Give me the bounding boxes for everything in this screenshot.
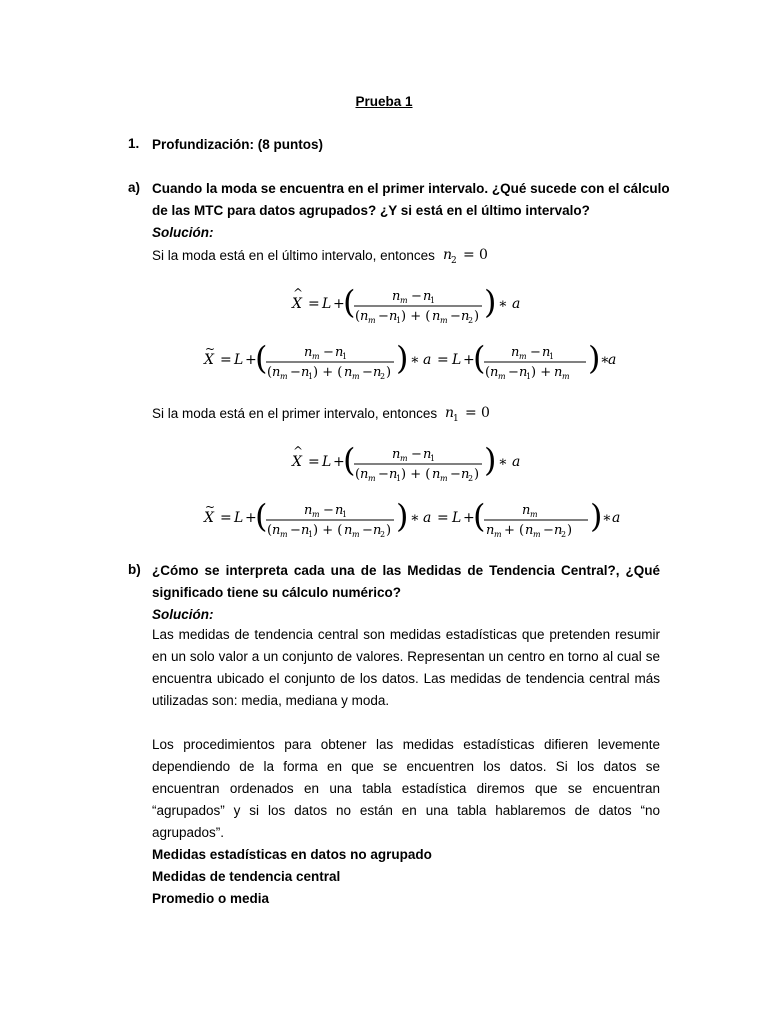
svg-text:(: (	[343, 283, 356, 321]
svg-text:^: ^	[293, 444, 304, 458]
svg-text:−: −	[508, 365, 519, 380]
svg-text:2: 2	[450, 256, 457, 264]
svg-text:2: 2	[468, 474, 474, 483]
svg-text:0: 0	[478, 247, 488, 263]
paragraph-2-text: Los procedimientos para obtener las medidas estadísticas difieren levemente dependiendo de la forma en que se encuentren los datos. Si los datos se encuentran ordenados en una tabla estadística diremos que se encuentran “agrupados” y si los datos no están en una tabla hablaremos de datos “no agrupados”.	[152, 737, 660, 840]
svg-text:1: 1	[308, 372, 314, 381]
question-b-solution-label: Solución:	[152, 607, 214, 622]
svg-text:m: m	[400, 296, 408, 305]
svg-text:−: −	[450, 467, 461, 482]
svg-text:n: n	[442, 247, 452, 263]
svg-text:n: n	[432, 309, 441, 324]
question-a-line2: de las MTC para datos agrupados? ¿Y si está en el último intervalo?	[152, 203, 590, 218]
svg-text:−: −	[290, 365, 301, 380]
svg-text:) + (: ) + (	[313, 523, 343, 538]
page-title: Prueba 1	[355, 94, 413, 109]
formula-n1-zero	[441, 404, 515, 422]
svg-text:+ (: + (	[504, 523, 525, 538]
svg-text:=: =	[437, 352, 449, 368]
svg-text:): )	[484, 283, 497, 321]
svg-text:n: n	[486, 523, 495, 538]
svg-text:1: 1	[549, 352, 555, 361]
svg-text:+: +	[463, 510, 475, 526]
svg-text:) + (: ) + (	[401, 309, 431, 324]
paragraph-1-text: Las medidas de tendencia central son medidas estadísticas que pretenden resumir en un solo valor a un conjunto de valores. Representan un centro en torno al cual se encuentra ubicado el conjunto de los datos. Las medidas de tendencia central más utilizadas son: media, mediana y moda.	[152, 627, 660, 708]
svg-text:n: n	[304, 503, 313, 518]
mode-formula-3	[284, 440, 534, 486]
svg-text:2: 2	[561, 530, 567, 539]
svg-text:L: L	[234, 352, 244, 368]
svg-text:): )	[386, 365, 392, 380]
svg-text:n: n	[389, 309, 398, 324]
svg-text:∗: ∗	[498, 296, 508, 312]
svg-text:m: m	[498, 372, 506, 381]
mode-formula-1	[284, 282, 534, 328]
heading-ungrouped-measures: Medidas estadísticas en datos no agrupado	[152, 847, 432, 862]
svg-text:): )	[474, 467, 480, 482]
question-a-marker: a)	[128, 180, 141, 195]
svg-text:(: (	[485, 365, 491, 380]
svg-text:2: 2	[380, 530, 386, 539]
svg-text:L: L	[452, 510, 462, 526]
svg-text:): )	[590, 497, 603, 535]
section-number: 1.	[128, 136, 140, 151]
svg-text:n: n	[301, 365, 310, 380]
svg-text:n: n	[335, 345, 344, 360]
svg-text:X: X	[204, 510, 214, 526]
svg-text:): )	[396, 339, 409, 377]
svg-text:+: +	[245, 510, 257, 526]
case-first-interval	[152, 404, 515, 423]
svg-text:m: m	[562, 372, 570, 381]
svg-text:∗: ∗	[498, 454, 508, 470]
svg-text:) + (: ) + (	[401, 467, 431, 482]
svg-text:): )	[386, 523, 392, 538]
svg-text:0: 0	[480, 405, 490, 421]
svg-text:n: n	[519, 365, 528, 380]
question-b-marker: b)	[128, 562, 141, 577]
svg-text:X: X	[204, 352, 214, 368]
svg-text:n: n	[392, 447, 401, 462]
svg-text:n: n	[554, 523, 563, 538]
svg-text:(: (	[343, 441, 356, 479]
svg-text:n: n	[525, 523, 534, 538]
svg-text:(: (	[473, 497, 486, 535]
svg-text:−: −	[543, 523, 554, 538]
question-a-line1: Cuando la moda se encuentra en el primer intervalo. ¿Qué sucede con el cálculo	[152, 181, 670, 196]
svg-text:∗: ∗	[410, 510, 420, 526]
svg-text:) +: ) +	[531, 365, 552, 380]
svg-text:(: (	[473, 339, 486, 377]
svg-text:~: ~	[205, 342, 216, 356]
svg-text:m: m	[400, 454, 408, 463]
svg-text:+: +	[333, 454, 345, 470]
svg-text:1: 1	[396, 316, 402, 325]
svg-text:+: +	[245, 352, 257, 368]
svg-text:n: n	[272, 523, 281, 538]
svg-text:n: n	[542, 345, 551, 360]
svg-text:n: n	[423, 289, 432, 304]
svg-text:m: m	[519, 352, 527, 361]
question-b-line2: significado tiene su cálculo numérico?	[152, 585, 402, 600]
svg-text:a: a	[608, 352, 616, 368]
svg-text:=: =	[308, 454, 320, 470]
svg-text:2: 2	[468, 316, 474, 325]
svg-text:(: (	[267, 365, 273, 380]
svg-text:n: n	[301, 523, 310, 538]
svg-text:−: −	[411, 289, 422, 304]
section-heading: Profundización: (8 puntos)	[152, 137, 323, 152]
svg-text:−: −	[362, 523, 373, 538]
svg-text:n: n	[461, 309, 470, 324]
svg-text:+: +	[463, 352, 475, 368]
svg-text:n: n	[444, 405, 454, 421]
svg-text:=: =	[462, 247, 475, 263]
svg-text:m: m	[368, 316, 376, 325]
svg-text:m: m	[530, 510, 538, 519]
svg-text:n: n	[423, 447, 432, 462]
svg-text:=: =	[220, 510, 232, 526]
svg-text:a: a	[423, 352, 432, 368]
heading-average: Promedio o media	[152, 891, 270, 906]
svg-text:): )	[396, 497, 409, 535]
paragraph-procedures	[152, 734, 660, 844]
svg-text:L: L	[322, 454, 332, 470]
svg-text:1: 1	[342, 352, 348, 361]
svg-text:(: (	[355, 467, 361, 482]
svg-text:n: n	[335, 503, 344, 518]
svg-text:): )	[588, 339, 601, 377]
svg-text:): )	[484, 441, 497, 479]
svg-text:n: n	[522, 503, 531, 518]
svg-text:a: a	[612, 510, 621, 526]
svg-text:X: X	[292, 296, 302, 312]
mode-formula-4	[196, 496, 626, 542]
svg-text:X: X	[292, 454, 302, 470]
svg-text:~: ~	[205, 500, 216, 514]
svg-text:a: a	[423, 510, 432, 526]
svg-text:(: (	[355, 309, 361, 324]
formula-n2-zero	[439, 246, 513, 264]
mode-formula-2	[196, 338, 616, 384]
svg-text:m: m	[494, 530, 502, 539]
svg-text:n: n	[272, 365, 281, 380]
svg-text:n: n	[432, 467, 441, 482]
svg-text:−: −	[323, 503, 334, 518]
svg-text:(: (	[255, 339, 268, 377]
svg-text:n: n	[360, 467, 369, 482]
svg-text:L: L	[452, 352, 462, 368]
svg-text:−: −	[290, 523, 301, 538]
svg-text:n: n	[344, 523, 353, 538]
svg-text:2: 2	[380, 372, 386, 381]
svg-text:m: m	[352, 530, 360, 539]
svg-text:1: 1	[430, 454, 436, 463]
svg-text:−: −	[450, 309, 461, 324]
svg-text:1: 1	[396, 474, 402, 483]
svg-text:=: =	[220, 352, 232, 368]
svg-text:1: 1	[342, 510, 348, 519]
paragraph-tendency-definition	[152, 624, 660, 712]
svg-text:∗: ∗	[410, 352, 420, 368]
svg-text:n: n	[373, 523, 382, 538]
svg-text:(: (	[255, 497, 268, 535]
svg-text:−: −	[530, 345, 541, 360]
svg-text:1: 1	[452, 414, 459, 422]
case-first-text: Si la moda está en el primer intervalo, entonces	[152, 406, 438, 421]
svg-text:n: n	[373, 365, 382, 380]
svg-text:m: m	[312, 352, 320, 361]
svg-text:m: m	[280, 372, 288, 381]
svg-text:n: n	[304, 345, 313, 360]
svg-text:∗: ∗	[600, 352, 610, 368]
svg-text:n: n	[344, 365, 353, 380]
svg-text:) + (: ) + (	[313, 365, 343, 380]
svg-text:a: a	[512, 296, 521, 312]
svg-text:n: n	[461, 467, 470, 482]
svg-text:L: L	[234, 510, 244, 526]
svg-text:n: n	[511, 345, 520, 360]
svg-text:): )	[474, 309, 480, 324]
svg-text:m: m	[440, 474, 448, 483]
svg-text:^: ^	[293, 286, 304, 300]
svg-text:=: =	[308, 296, 320, 312]
question-b-line1: ¿Cómo se interpreta cada una de las Medidas de Tendencia Central?, ¿Qué	[152, 563, 660, 578]
svg-text:1: 1	[430, 296, 436, 305]
svg-text:=: =	[437, 510, 449, 526]
svg-text:=: =	[464, 405, 477, 421]
svg-text:(: (	[267, 523, 273, 538]
case-last-text: Si la moda está en el último intervalo, entonces	[152, 248, 435, 263]
case-last-interval	[152, 246, 513, 265]
svg-text:1: 1	[308, 530, 314, 539]
svg-text:−: −	[323, 345, 334, 360]
svg-text:∗: ∗	[602, 510, 612, 526]
svg-text:−: −	[362, 365, 373, 380]
svg-text:n: n	[490, 365, 499, 380]
svg-text:n: n	[389, 467, 398, 482]
svg-text:−: −	[378, 309, 389, 324]
heading-central-tendency: Medidas de tendencia central	[152, 869, 341, 884]
svg-text:m: m	[368, 474, 376, 483]
svg-text:m: m	[352, 372, 360, 381]
svg-text:n: n	[392, 289, 401, 304]
svg-text:−: −	[411, 447, 422, 462]
svg-text:L: L	[322, 296, 332, 312]
svg-text:n: n	[360, 309, 369, 324]
question-a-solution-label: Solución:	[152, 225, 214, 240]
svg-text:): )	[567, 523, 573, 538]
svg-text:m: m	[280, 530, 288, 539]
svg-text:n: n	[554, 365, 563, 380]
svg-text:1: 1	[526, 372, 532, 381]
svg-text:m: m	[440, 316, 448, 325]
svg-text:+: +	[333, 296, 345, 312]
svg-text:m: m	[533, 530, 541, 539]
svg-text:−: −	[378, 467, 389, 482]
svg-text:a: a	[512, 454, 521, 470]
svg-text:m: m	[312, 510, 320, 519]
